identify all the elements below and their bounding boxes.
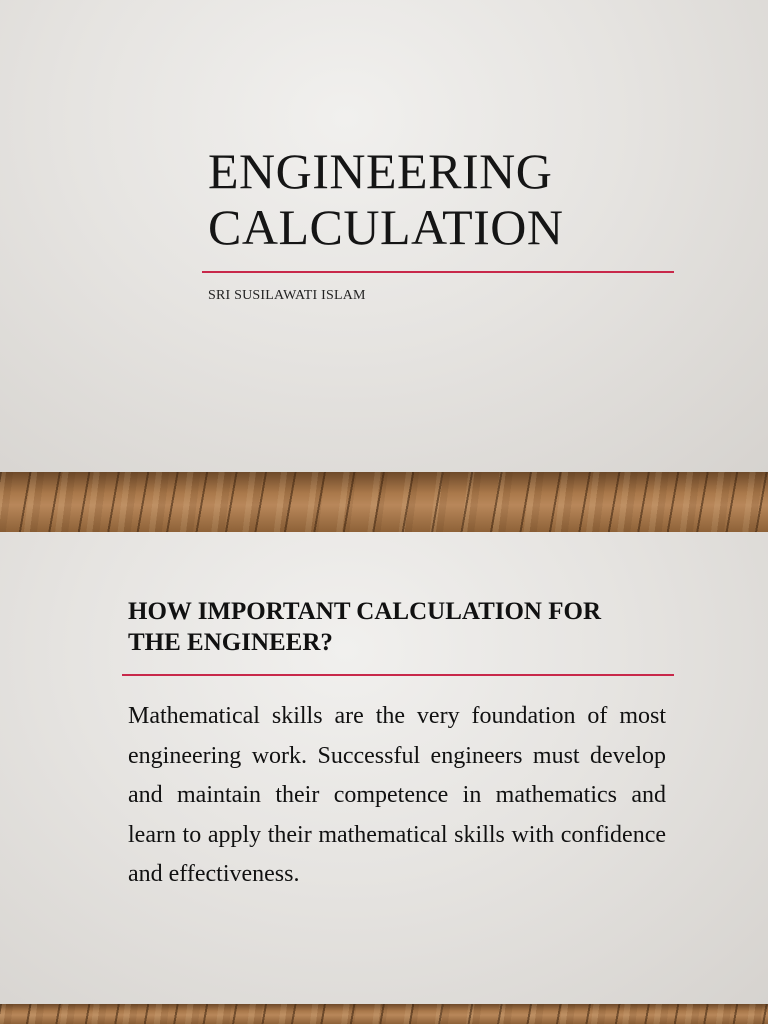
content-slide — [0, 532, 768, 1004]
wood-floor-band — [0, 1004, 768, 1024]
slide-body-text: Mathematical skills are the very foundation of most engineering work. Successful engineers must develop and maintain their competence in mathematics and learn to apply their mathematical skills with confidence and effectiveness. — [128, 703, 666, 887]
title-divider — [202, 271, 674, 273]
wood-floor-band — [0, 472, 768, 532]
slide-subtitle: SRI SUSILAWATI ISLAM — [208, 288, 366, 303]
title-slide — [0, 0, 768, 472]
heading-divider — [122, 674, 674, 676]
slide-title: ENGINEERING CALCULATION — [208, 143, 564, 255]
slide-heading: HOW IMPORTANT CALCULATION FOR THE ENGINEER? — [128, 598, 601, 656]
